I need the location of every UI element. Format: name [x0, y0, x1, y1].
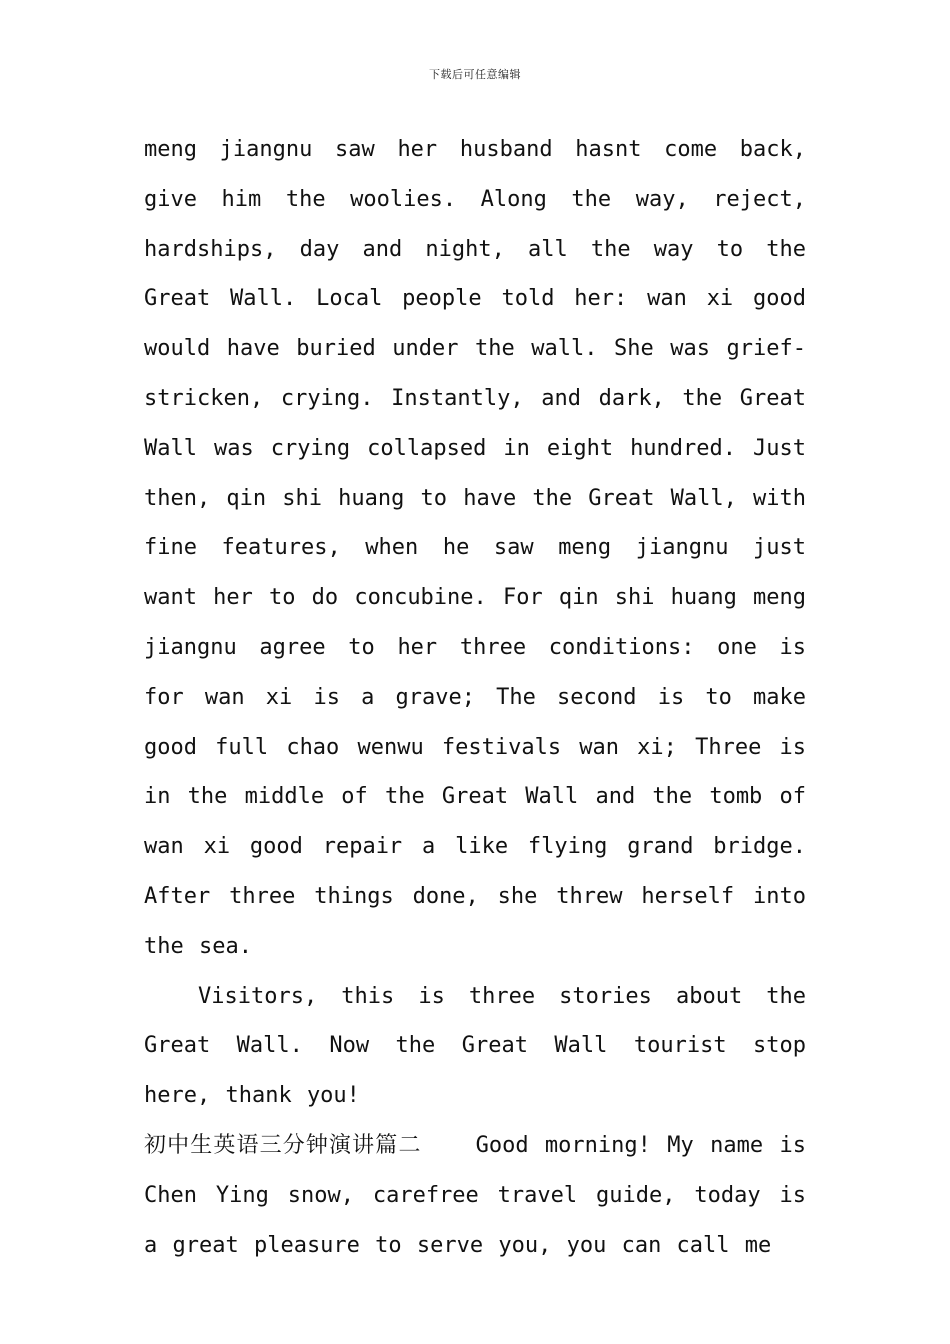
section-heading: 初中生英语三分钟演讲篇二: [144, 1132, 422, 1158]
document-body: [144, 125, 806, 1270]
paragraph-second-speech: [144, 1121, 806, 1270]
paragraph-meng-jiangnu-story: meng jiangnu saw her husband hasnt come back, give him the woolies. Along the way, reject, hardships, day and night, all the way to the Great Wall. Local people told her: wan xi good would have buried under the wall. She was grief-stricken, crying. Instantly, and dark, the Great Wall was crying collapsed in eight hundred. Just then, qin shi huang to have the Great Wall, with fine features, when he saw meng jiangnu just want her to do concubine. For qin shi huang meng jiangnu agree to her three conditions: one is for wan xi is a grave; The second is to make good full chao wenwu festivals wan xi; Three is in the middle of the Great Wall and the tomb of wan xi good repair a like flying grand bridge. After three things done, she threw herself into the sea.: [144, 137, 806, 959]
paragraph-closing-remarks: Visitors, this is three stories about the Great Wall. Now the Great Wall tourist stop here, thank you!: [144, 983, 806, 1109]
page-header: 下载后可任意编辑: [429, 68, 521, 81]
second-speech-text: Good morning! My name is Chen Ying snow, carefree travel guide, today is a great pleasure to serve you, you can call me: [144, 1132, 806, 1258]
